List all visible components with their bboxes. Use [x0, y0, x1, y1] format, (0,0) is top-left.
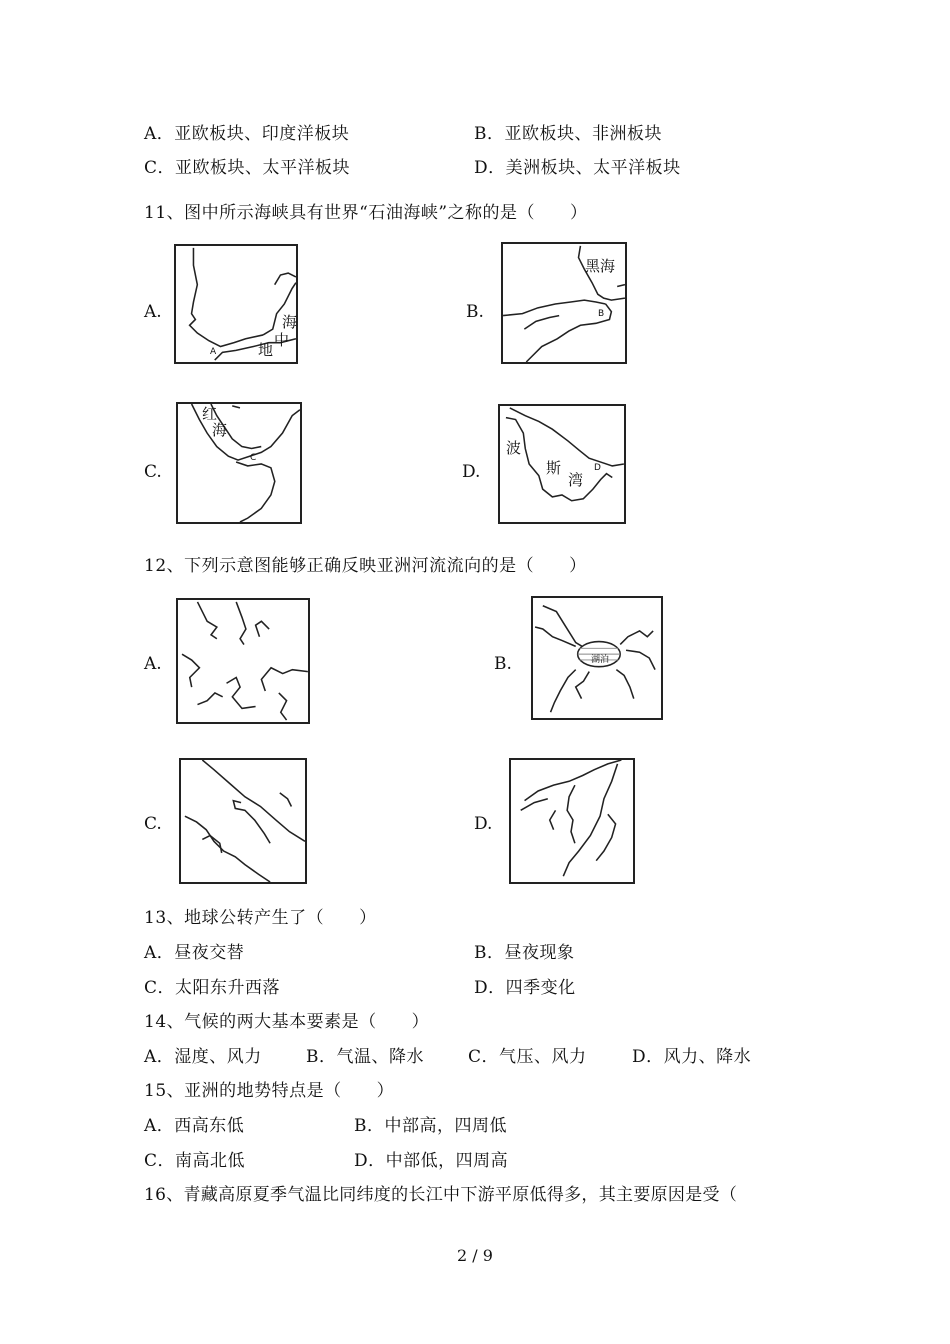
- q11-map-b[interactable]: [501, 242, 627, 364]
- q12-map-b[interactable]: [531, 596, 663, 720]
- page-number: 2 / 9: [457, 1246, 493, 1265]
- q12-label-a[interactable]: A.: [144, 654, 162, 674]
- q11-map-a-text-1: 海: [282, 313, 298, 331]
- q11-map-c-text-2: 海: [212, 421, 228, 439]
- q13-option-c[interactable]: C．太阳东升西落: [144, 978, 281, 998]
- q11-map-c-text-1: 红: [202, 405, 218, 423]
- q11-map-b-marker: B: [598, 309, 605, 319]
- q11-map-a[interactable]: [174, 244, 298, 364]
- q14-option-a[interactable]: A．湿度、风力: [144, 1047, 262, 1067]
- q11-map-a-marker: A: [210, 347, 217, 357]
- q11-map-d-text-1: 波: [506, 439, 522, 457]
- q12-label-b[interactable]: B.: [494, 654, 512, 674]
- q10-option-b[interactable]: B．亚欧板块、非洲板块: [474, 124, 662, 144]
- q13-option-a[interactable]: A．昼夜交替: [144, 943, 245, 963]
- q11-label-c[interactable]: C.: [144, 462, 162, 482]
- q12-map-c[interactable]: [179, 758, 307, 884]
- q11-map-a-text-2: 中: [274, 331, 290, 349]
- q11-label-d[interactable]: D.: [462, 462, 481, 482]
- q11-map-d-text-3: 湾: [568, 471, 584, 489]
- q12-map-d[interactable]: [509, 758, 635, 884]
- q11-map-d-coastline: [500, 406, 624, 522]
- q13-option-d[interactable]: D．四季变化: [474, 978, 576, 998]
- q14-option-c[interactable]: C．气压、风力: [468, 1047, 587, 1067]
- q11-map-d-text-2: 斯: [546, 459, 562, 477]
- q12-map-c-rivers: [181, 760, 305, 882]
- q11-map-c-coastline: [178, 404, 300, 522]
- q12-label-d[interactable]: D.: [474, 814, 493, 834]
- q14-option-d[interactable]: D．风力、降水: [632, 1047, 752, 1067]
- q12-label-c[interactable]: C.: [144, 814, 162, 834]
- q11-map-c-marker: C: [250, 453, 257, 463]
- q10-option-a[interactable]: A．亚欧板块、印度洋板块: [144, 124, 350, 144]
- q10-option-d[interactable]: D．美洲板块、太平洋板块: [474, 158, 681, 178]
- q11-label-a[interactable]: A.: [144, 302, 162, 322]
- q12-map-d-rivers: [511, 760, 633, 882]
- q15-option-d[interactable]: D．中部低，四周高: [354, 1151, 509, 1171]
- q12-stem: 12、下列示意图能够正确反映亚洲河流流向的是（ ）: [144, 556, 587, 576]
- q11-map-a-text-3: 地: [258, 341, 274, 359]
- q14-option-b[interactable]: B．气温、降水: [306, 1047, 424, 1067]
- q11-map-b-text-1: 黑海: [585, 257, 616, 275]
- q12-map-a-rivers: [178, 600, 308, 722]
- q15-stem: 15、亚洲的地势特点是（ ）: [144, 1081, 395, 1101]
- q11-label-b[interactable]: B.: [466, 302, 484, 322]
- q11-stem: 11、图中所示海峡具有世界“石油海峡”之称的是（ ）: [144, 203, 588, 223]
- q12-map-a[interactable]: [176, 598, 310, 724]
- q14-stem: 14、气候的两大基本要素是（ ）: [144, 1012, 430, 1032]
- q13-stem: 13、地球公转产生了（ ）: [144, 908, 377, 928]
- q15-option-b[interactable]: B．中部高，四周低: [354, 1116, 507, 1136]
- q15-option-a[interactable]: A．西高东低: [144, 1116, 245, 1136]
- q12-map-b-lake: 湖泊: [591, 655, 610, 665]
- q15-option-c[interactable]: C．南高北低: [144, 1151, 246, 1171]
- q11-map-d[interactable]: [498, 404, 626, 524]
- q11-map-c[interactable]: [176, 402, 302, 524]
- q13-option-b[interactable]: B．昼夜现象: [474, 943, 575, 963]
- q11-map-d-marker: D: [594, 463, 601, 473]
- q16-stem: 16、青藏高原夏季气温比同纬度的长江中下游平原低得多，其主要原因是受（: [144, 1185, 738, 1205]
- q10-option-c[interactable]: C．亚欧板块、太平洋板块: [144, 158, 351, 178]
